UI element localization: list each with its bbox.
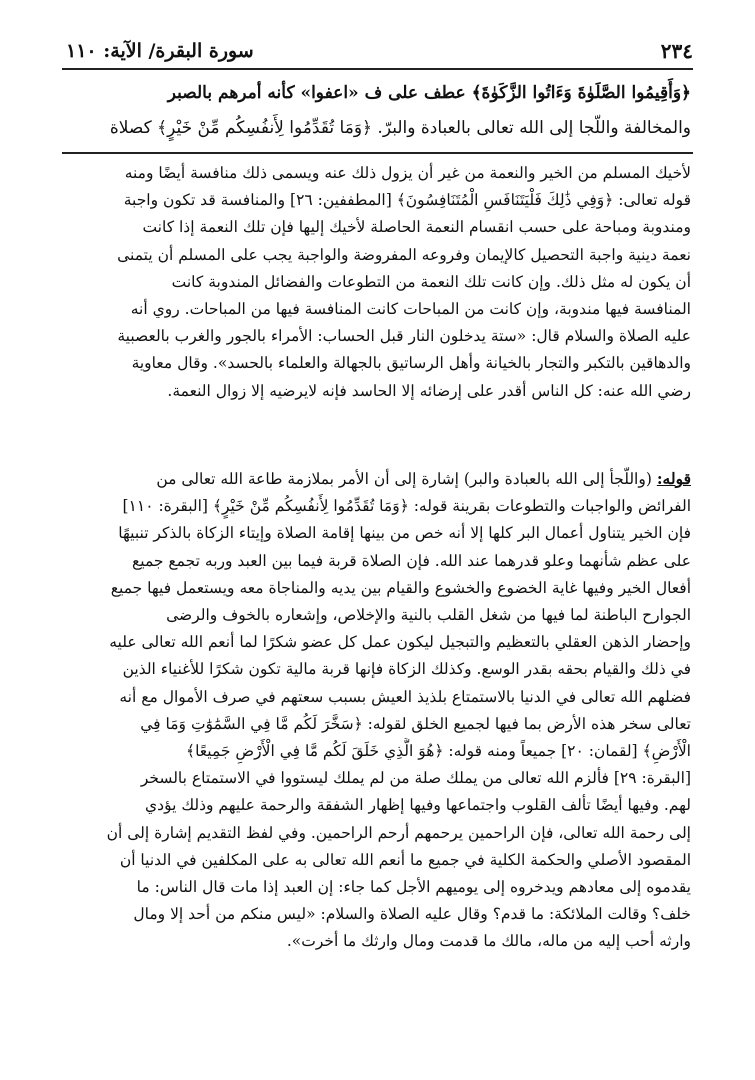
- text-line: والدهاقين بالتكبر والتجار بالخيانة وأهل الرساتيق بالجهالة والعلماء بالحسد». وقال معاوية: [131, 354, 691, 373]
- text-line: خلف؟ وقالت الملائكة: ما قدم؟ وقال عليه الصلاة والسلام: «ليس منكم من أحد إلا ومال: [133, 905, 691, 924]
- text-line: إلى رحمة الله تعالى، فإن الراحمين يرحمهم أرحم الراحمين. وفي لفظ التقديم إشارة إلى أن: [106, 823, 691, 842]
- text-line: فإن الخير يتناول أعمال البر كلها إلا أنه خص من بينها إقامة الصلاة وإيتاء الزكاة بالذكر تنبيهًا: [118, 524, 691, 543]
- text-span: (واللّجأ إلى الله بالعبادة والبر) إشارة إلى أن الأمر بملازمة طاعة الله تعالى من: [156, 470, 652, 488]
- commentary-paragraph-1: [64, 160, 691, 405]
- text-line: أن يكون له مثل ذلك. وإن كانت تلك النعمة من التطوعات والفضائل المندوبة كانت: [171, 272, 691, 291]
- commentary-lead-word: قوله:: [656, 469, 691, 488]
- text-line: المنافسة فيها مندوبة، وإن كانت من المباحات كانت المنافسة فيها من المباحات. روي أنه: [130, 300, 691, 319]
- surah-title: سورة البقرة/ الآية: ١١٠: [66, 40, 254, 62]
- text-line: في ذلك والقيام بحقه بقدر الوسع. وكذلك الزكاة فإنها قربة مالية تكون شكرًا للأغنياء الذين: [122, 660, 691, 679]
- text-line: لهم. وفيها أيضًا تألف القلوب واجتماعها وفيها إظهار الشفقة والرحمة عليهم وذلك يؤدي: [145, 796, 691, 815]
- text-line: ﴿وَأَقِيمُوا الصَّلَوٰةَ وَءَاتُوا الزَّكَوٰةَ﴾ عطف على ف «اعفوا» كأنه أمرهم بالصبر: [167, 83, 691, 103]
- text-line: قوله تعالى: ﴿وَفِي ذَٰلِكَ فَلْيَتَنَافَسِ الْمُتَنَافِسُونَ﴾ [المطففين: ٢٦] والمنافسة قد تكون واجبة: [123, 191, 691, 210]
- text-line: الجوارح الباطنة لما فيها من شغل القلب بالنية والإخلاص، وإشعاره بالخوف والرضى: [166, 606, 691, 625]
- text-line: تعالى سخر هذه الأرض بما فيها لجميع الخلق لقوله: ﴿سَخَّرَ لَكُم مَّا فِي السَّمَٰوَٰتِ وَمَا فِي: [140, 714, 691, 733]
- text-line: الْأَرْضِ﴾ [لقمان: ٢٠] جميعاً ومنه قوله: ﴿هُوَ الَّذِي خَلَقَ لَكُم مَّا فِي الْأَرْضِ جَمِيعًا﴾: [185, 742, 691, 761]
- text-line: أفعال الخير وفيها غاية الخضوع والخشوع والقيام بين يديه والمناجاة معه ويستعمل فيها جميع: [110, 578, 691, 597]
- text-line: [البقرة: ٢٩] فألزم الله تعالى من يملك صلة من لم يملك ليستووا في الاستمتاع بالسخر: [140, 769, 691, 788]
- text-line: وإحضار الذهن العقلي بالتعظيم والتبجيل ليكون عمل كل عضو شكرًا لما أنعم الله تعالى عليه: [109, 633, 691, 652]
- header-divider: [62, 68, 693, 70]
- text-line: يقدموه إلى معادهم ويدخروه إلى يوميهم الأجل كما جاء: إن العبد إذا مات قال الناس: ما: [136, 878, 691, 897]
- text-line: وارثه أحب إليه من ماله، مالك ما قدمت ومال وارثك ما أخرت».: [286, 932, 691, 951]
- text-line: [64, 465, 691, 493]
- section-divider: [62, 152, 693, 154]
- text-line: الفرائض والواجبات والتطوعات بقرينة قوله: ﴿وَمَا تُقَدِّمُوا لِأَنفُسِكُم مِّنْ خَيْرٍ﴾ [البقرة: ١١٠]: [122, 497, 691, 516]
- text-line: على عظم شأنهما وعلو قدرهما عند الله. فإن الصلاة قربة فيما بين العبد وربه تجمع جميع: [132, 551, 691, 570]
- text-line: فضلهم الله تعالى في الدنيا بالاستمتاع بلذيذ العيش بسبب سعتهم في صرف الأموال مع أنه: [119, 687, 691, 706]
- text-line: ومندوبة ومباحة على حسب انقسام النعمة الحاصلة لأخيك إليها فإن تلك النعمة إذا كانت: [142, 218, 691, 237]
- text-line: رضي الله عنه: كل الناس أقدر على إرضائه إلا الحاسد فإنه لايرضيه إلا زوال النعمة.: [167, 381, 691, 400]
- quran-text-block: [64, 76, 691, 146]
- text-line: لأخيك المسلم من الخير والنعمة من غير أن يزول ذلك عنه ويسمى ذلك منافسة أيضًا ومنه: [124, 164, 691, 182]
- text-line: عليه الصلاة والسلام قال: «ستة يدخلون النار قبل الحساب: الأمراء بالجور والغرب بالعصبية: [117, 327, 691, 346]
- text-line: المقصود الأصلي والحكمة الكلية في جميع ما أنعم الله تعالى به على المكلفين في الدنيا أن: [119, 850, 691, 869]
- page-header: [66, 36, 693, 66]
- page-number: ٢٣٤: [660, 39, 693, 63]
- commentary-paragraph-2: [64, 465, 691, 956]
- text-line: نعمة دينية واجبة التحصيل كالإيمان وفروعه المفروضة والواجبة يجب على المسلم أن يتمنى: [117, 245, 691, 264]
- text-line: والمخالفة واللّجا إلى الله تعالى بالعبادة والبرّ. ﴿وَمَا تُقَدِّمُوا لِأَنفُسِكُم مِّنْ خَيْرٍ﴾ كصلاة: [109, 118, 691, 138]
